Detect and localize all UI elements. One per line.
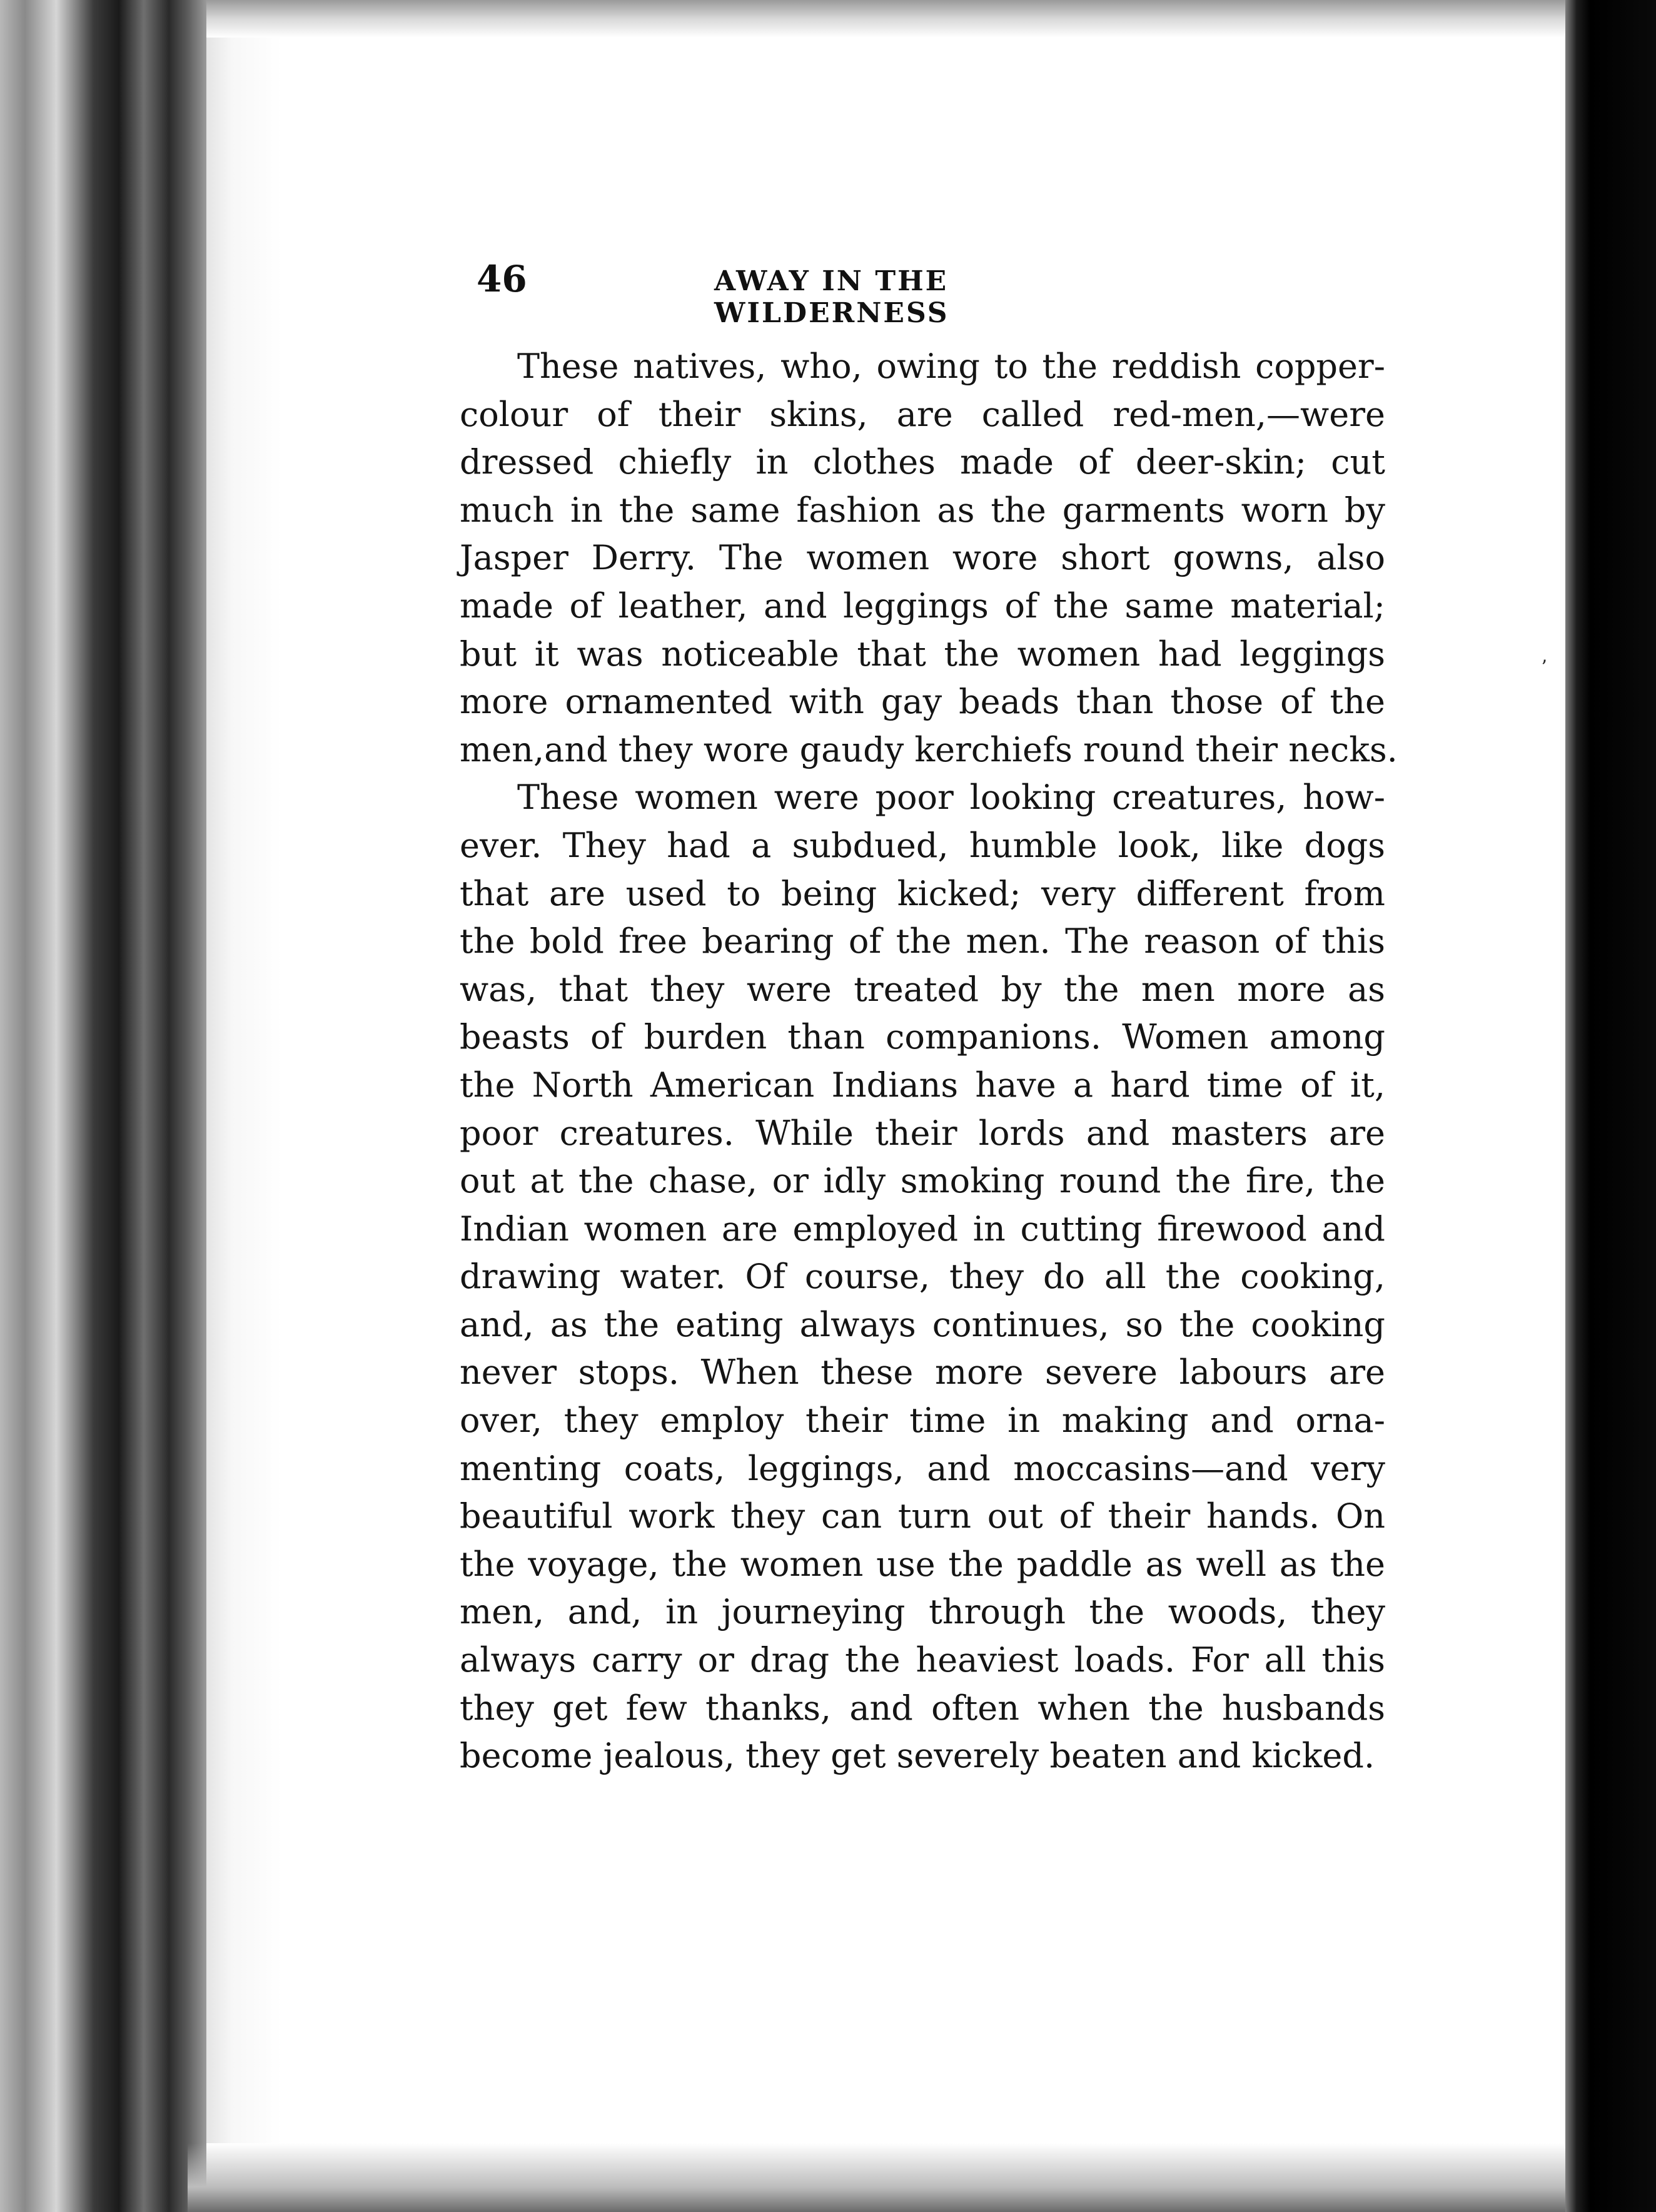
paragraph-2 — [460, 774, 1385, 1780]
text-line: and, as the eating always continues, so the cooking — [460, 1304, 1385, 1344]
text-line: over, they employ their time in making and orna- — [460, 1401, 1385, 1441]
text-line: more ornamented with gay beads than those of the — [460, 682, 1385, 722]
text-line: beautiful work they can turn out of their hands. On — [460, 1496, 1385, 1536]
text-line: beasts of burden than companions. Women among — [460, 1017, 1385, 1057]
text-line: men,and they wore gaudy kerchiefs round their necks. — [460, 729, 1398, 769]
running-title: AWAY IN THE WILDERNESS — [714, 265, 949, 329]
text-line: become jealous, they get severely beaten and kicked. — [460, 1736, 1375, 1776]
text-line: never stops. When these more severe labours are — [460, 1352, 1385, 1393]
book-spine — [0, 0, 206, 2212]
paragraph-1 — [460, 343, 1398, 774]
text-line: dressed chiefly in clothes made of deer-skin; cut — [460, 442, 1385, 482]
page-bottom-edge — [188, 2143, 1565, 2212]
page-top-edge — [206, 0, 1565, 38]
text-line: Jasper Derry. The women wore short gowns, also — [460, 538, 1385, 578]
text-line: drawing water. Of course, they do all the cooking, — [460, 1257, 1385, 1297]
text-line: poor creatures. While their lords and masters are — [460, 1113, 1385, 1153]
text-line: These women were poor looking creatures, how- — [517, 778, 1385, 818]
text-line: much in the same fashion as the garments worn by — [460, 490, 1385, 530]
text-line: ever. They had a subdued, humble look, like dogs — [460, 825, 1385, 865]
text-line: they get few thanks, and often when the husbands — [460, 1688, 1385, 1728]
text-line: These natives, who, owing to the reddish copper- — [517, 347, 1385, 386]
text-line: was, that they were treated by the men more as — [460, 969, 1385, 1009]
running-head — [477, 258, 1164, 329]
text-line: the voyage, the women use the paddle as well as the — [460, 1544, 1385, 1584]
text-line: made of leather, and leggings of the same material; — [460, 586, 1385, 626]
text-line: colour of their skins, are called red-men,—were — [460, 394, 1385, 434]
body-text — [460, 343, 1398, 1780]
text-line: men, and, in journeying through the woods, they — [460, 1592, 1385, 1632]
text-line: always carry or drag the heaviest loads. For all this — [460, 1640, 1385, 1680]
text-line: menting coats, leggings, and moccasins—and very — [460, 1448, 1385, 1488]
text-line: that are used to being kicked; very different from — [460, 873, 1385, 913]
text-line: but it was noticeable that the women had leggings — [460, 634, 1385, 674]
book-right-edge — [1565, 0, 1656, 2212]
ink-speck: ʼ — [1540, 657, 1547, 679]
text-line: out at the chase, or idly smoking round the fire, the — [460, 1161, 1385, 1201]
text-line: the bold free bearing of the men. The reason of this — [460, 921, 1385, 961]
text-line: Indian women are employed in cutting firewood and — [460, 1209, 1385, 1249]
text-line: the North American Indians have a hard time of it, — [460, 1065, 1385, 1105]
page-number: 46 — [477, 258, 527, 300]
